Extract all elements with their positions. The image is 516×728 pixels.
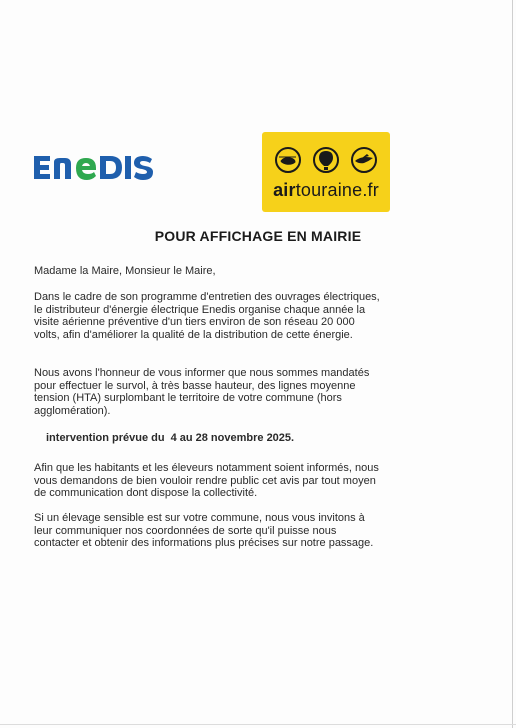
page-edge-bottom: [0, 724, 516, 725]
page-title: POUR AFFICHAGE EN MAIRIE: [154, 228, 362, 244]
paragraph-programme: Dans le cadre de son programme d'entretien des ouvrages électriques, le distributeur d'énergie électrique Enedis organise chaque année la visite aérienne préventive d'un tiers environ de son réseau 20 000 volts, afin d'améliorer la qualité de la distribution de cette énergie.: [34, 291, 380, 341]
intervention-dates: 4 au 28 novembre 2025.: [170, 432, 295, 444]
airtouraine-wordmark: airtouraine.fr: [273, 180, 379, 200]
enedis-logo: [30, 150, 154, 184]
paragraph-elevage: Si un élevage sensible est sur votre commune, nous vous invitons à leur communiquer nos coordonnées de sorte qu'il puisse nous contacter et obtenir des informations plus précises sur notre passage.: [34, 512, 374, 550]
helicopter-icon: [276, 148, 300, 172]
intervention-label: intervention prévue du: [46, 432, 165, 444]
airtouraine-logo: [262, 132, 390, 212]
greeting: Madame la Maire, Monsieur le Maire,: [34, 265, 216, 277]
intervention-line: [46, 432, 392, 445]
paragraph-information: Afin que les habitants et les éleveurs notamment soient informés, nous vous demandons de bien vouloir rendre public cet avis par tout moyen de communication dont dispose la collectivité.: [34, 462, 379, 500]
page-edge-right: [512, 0, 513, 728]
balloon-icon: [314, 148, 338, 172]
paragraph-survol: Nous avons l'honneur de vous informer que nous sommes mandatés pour effectuer le survol, à très basse hauteur, des lignes moyenne tension (HTA) surplombant le territoire de votre commune (hors agglomération).: [34, 367, 370, 417]
airplane-icon: [352, 148, 376, 172]
airtouraine-icons: [272, 146, 380, 174]
